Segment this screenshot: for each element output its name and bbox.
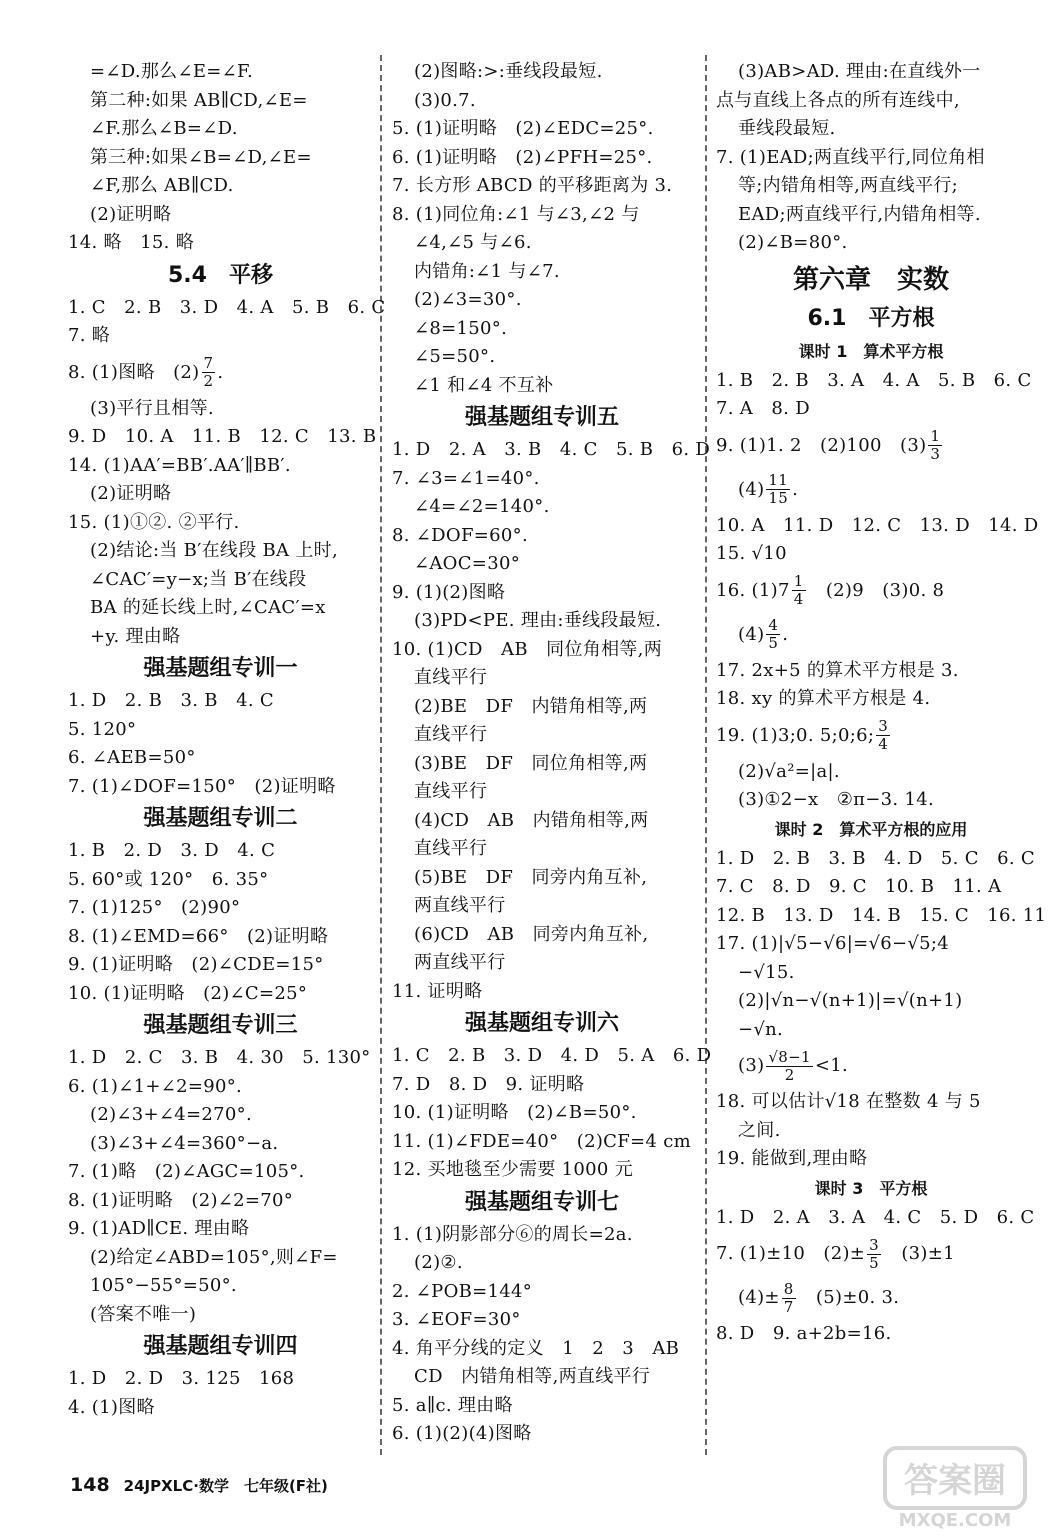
svg-text:MXQE.COM: MXQE.COM xyxy=(898,1510,1012,1530)
answer-line: (4) $\frac{4}{5}$ . xyxy=(738,616,789,652)
answer-line: 3. ∠EOF=30° xyxy=(392,1309,521,1330)
answer-line: ∠AOC=30° xyxy=(414,553,520,574)
answer-line: 9. (1)(2)图略 xyxy=(392,581,506,603)
section-heading: 强基题组专训六 xyxy=(464,1011,619,1036)
answer-line: 19. (1)3;0. 5;0;6; $\frac{3}{4}$ xyxy=(716,717,889,753)
answer-line: 直线平行 xyxy=(414,781,488,802)
answer-line: (3)0.7. xyxy=(414,89,476,111)
answer-line: 7. ∠3=∠1=40°. xyxy=(392,467,540,489)
answer-column-1 xyxy=(68,58,386,1422)
answer-line: 18. 可以估计√18 在整数 4 与 5 xyxy=(716,1091,981,1112)
answer-line: 11. (1)∠FDE=40° (2)CF=4 cm xyxy=(392,1130,691,1152)
answer-line: 直线平行 xyxy=(414,667,488,688)
answer-line: 9. (1)证明略 (2)∠CDE=15° xyxy=(68,954,324,975)
answer-line: 7. A 8. D xyxy=(716,398,810,419)
section-heading: 强基题组专训五 xyxy=(464,405,619,430)
answer-line: 第二种:如果 AB∥CD,∠E= xyxy=(90,89,308,111)
answer-line: 10. (1)CD AB 同位角相等,两 xyxy=(392,638,662,660)
answer-line: 9. (1)1. 2 (2)100 (3) $\frac{1}{3}$ xyxy=(716,427,941,463)
answer-line: 1. B 2. B 3. A 4. A 5. B 6. C xyxy=(716,369,1032,391)
answer-line: 6. (1)(2)(4)图略 xyxy=(392,1423,532,1444)
answer-line: 8. ∠DOF=60°. xyxy=(392,524,528,546)
fraction: $\frac{1}{3}$ xyxy=(930,427,941,463)
answer-line: 4. (1)图略 xyxy=(68,1396,155,1418)
answer-line: (2)证明略 xyxy=(90,483,172,504)
answer-line: 5. (1)证明略 (2)∠EDC=25°. xyxy=(392,118,654,139)
answer-line: ∠4,∠5 与∠6. xyxy=(414,232,532,253)
lesson-heading: 课时 1 算术平方根 xyxy=(798,341,944,361)
answer-line: (4)CD AB 内错角相等,两 xyxy=(414,809,649,831)
answer-line: 12. B 13. D 14. B 15. C 16. 11 xyxy=(716,904,1047,926)
answer-line: 5. 120° xyxy=(68,718,137,740)
answer-line: +y. 理由略 xyxy=(90,625,181,647)
answer-line: (4) $\frac{11}{15}$ . xyxy=(738,471,799,507)
answer-line: 1. D 2. A 3. B 4. C 5. B 6. D xyxy=(392,439,711,460)
answer-line: ∠F.那么∠B=∠D. xyxy=(90,118,238,139)
answer-line: 两直线平行 xyxy=(414,952,506,973)
answer-line: 8. (1)同位角:∠1 与∠3,∠2 与 xyxy=(392,203,640,225)
answer-line: ∠F,那么 AB∥CD. xyxy=(90,175,234,196)
answer-line: =∠D.那么∠E=∠F. xyxy=(90,61,254,82)
fraction: $\frac{4}{5}$ xyxy=(768,616,779,652)
answer-line: 10. (1)证明略 (2)∠B=50°. xyxy=(392,1102,637,1123)
answer-line: 点与直线上各点的所有连线中, xyxy=(716,89,960,111)
answer-line: (3)①2−x ②π−3. 14. xyxy=(738,789,934,810)
answer-line: 7. (1)EAD;两直线平行,同位角相 xyxy=(716,146,985,168)
answer-line: 8. (1)图略 (2) $\frac{7}{2}$ . xyxy=(68,354,224,390)
answer-line: −√15. xyxy=(738,961,795,983)
answer-line: 等;内错角相等,两直线平行; xyxy=(738,175,959,196)
answer-line: (3)∠3+∠4=360°−a. xyxy=(90,1132,279,1154)
answer-line: 15. √10 xyxy=(716,543,787,564)
answer-line: (2)BE DF 内错角相等,两 xyxy=(414,695,648,717)
answer-line: 7. C 8. D 9. C 10. B 11. A xyxy=(716,876,1002,897)
answer-line: 6. ∠AEB=50° xyxy=(68,747,196,768)
answer-line: 直线平行 xyxy=(414,724,488,745)
lesson-heading: 课时 2 算术平方根的应用 xyxy=(774,819,968,839)
answer-line: 11. 证明略 xyxy=(392,980,483,1002)
answer-line: (2)∠3=30°. xyxy=(414,289,522,310)
answer-line: ∠4=∠2=140°. xyxy=(414,496,550,517)
answer-line: 内错角:∠1 与∠7. xyxy=(414,260,560,282)
column-divider xyxy=(705,55,707,1455)
answer-line: 19. 能做到,理由略 xyxy=(716,1148,868,1169)
answer-line: 8. (1)∠EMD=66° (2)证明略 xyxy=(68,925,329,947)
fraction: $\frac{1}{4}$ xyxy=(793,572,804,608)
answer-line: 1. (1)阴影部分⑥的周长=2a. xyxy=(392,1223,633,1245)
answer-column-2 xyxy=(392,58,712,1449)
answer-line: ∠5=50°. xyxy=(414,346,496,367)
answer-line: 6. (1)证明略 (2)∠PFH=25°. xyxy=(392,146,653,168)
answer-line: (3) $\frac{√8-1}{2}$ <1. xyxy=(738,1047,848,1084)
section-heading: 5.4 平移 xyxy=(168,262,273,288)
section-heading: 强基题组专训七 xyxy=(464,1189,619,1215)
fraction: $\frac{3}{5}$ xyxy=(869,1235,880,1272)
answer-line: (2)结论:当 B′在线段 BA 上时, xyxy=(90,540,338,561)
answer-line: 18. xy 的算术平方根是 4. xyxy=(716,688,931,709)
answer-line: 7. (1)略 (2)∠AGC=105°. xyxy=(68,1161,305,1182)
fraction: $\frac{8}{7}$ xyxy=(783,1279,794,1316)
answer-line: 1. C 2. B 3. D 4. A 5. B 6. C xyxy=(68,296,386,318)
answer-line: (2)√a²=|a|. xyxy=(738,760,840,782)
answer-line: (2)图略:>:垂线段最短. xyxy=(414,61,603,82)
answer-line: 8. D 9. a+2b=16. xyxy=(716,1323,892,1344)
answer-line: (答案不唯一) xyxy=(90,1303,197,1325)
answer-line: 2. ∠POB=144° xyxy=(392,1280,533,1302)
answer-line: 105°−55°=50°. xyxy=(90,1275,237,1296)
answer-line: 1. D 2. B 3. B 4. D 5. C 6. C xyxy=(716,847,1035,869)
svg-text:答案圈: 答案圈 xyxy=(904,1461,1006,1501)
answer-line: 17. (1)|√5−√6|=√6−√5;4 xyxy=(716,933,950,954)
answer-line: 6. (1)∠1+∠2=90°. xyxy=(68,1075,243,1097)
answer-line: BA 的延长线上时,∠CAC′=x xyxy=(90,597,326,618)
answer-line: 5. a∥c. 理由略 xyxy=(392,1394,513,1416)
answer-line: 7. (1)125° (2)90° xyxy=(68,897,241,918)
fraction: $\frac{7}{2}$ xyxy=(203,354,214,390)
answer-line: (2)|√n−√(n+1)|=√(n+1) xyxy=(738,990,963,1011)
answer-line: 垂线段最短. xyxy=(738,118,836,139)
section-heading: 6.1 平方根 xyxy=(807,305,935,331)
answer-line: (2)∠B=80°. xyxy=(738,232,848,253)
answer-line: 7. D 8. D 9. 证明略 xyxy=(392,1073,585,1095)
answer-line: 1. D 2. B 3. B 4. C xyxy=(68,690,274,711)
answer-line: ∠1 和∠4 不互补 xyxy=(414,374,554,396)
answer-line: 之间. xyxy=(738,1119,781,1141)
answer-line: (6)CD AB 同旁内角互补, xyxy=(414,923,649,945)
answer-line: EAD;两直线平行,内错角相等. xyxy=(738,203,981,225)
answer-line: 16. (1)7 $\frac{1}{4}$ (2)9 (3)0. 8 xyxy=(716,572,945,608)
answer-line: 12. 买地毯至少需要 1000 元 xyxy=(392,1159,633,1180)
answer-line: 1. B 2. D 3. D 4. C xyxy=(68,840,276,861)
answer-line: 7. 略 xyxy=(68,325,111,346)
answer-line: 15. (1)①②. ②平行. xyxy=(68,511,240,533)
fraction: $\frac{11}{15}$ xyxy=(768,471,789,507)
answer-line: (4)± $\frac{8}{7}$ (5)±0. 3. xyxy=(738,1279,900,1316)
column-divider xyxy=(380,55,382,1455)
section-heading: 强基题组专训一 xyxy=(143,656,298,681)
answer-line: (2)给定∠ABD=105°,则∠F= xyxy=(90,1246,338,1268)
answer-line: (3)PD<PE. 理由:垂线段最短. xyxy=(414,610,662,631)
watermark-logo-icon xyxy=(880,1440,1030,1530)
answer-line: 1. D 2. D 3. 125 168 xyxy=(68,1368,295,1389)
answer-line: −√n. xyxy=(738,1018,784,1040)
section-heading: 强基题组专训三 xyxy=(143,1013,298,1038)
answer-line: 第三种:如果∠B=∠D,∠E= xyxy=(90,146,312,168)
answer-line: (3)AB>AD. 理由:在直线外一 xyxy=(738,61,981,82)
answer-line: ∠8=150°. xyxy=(414,317,508,339)
chapter-heading: 第六章 实数 xyxy=(792,264,949,295)
answer-line: (2)②. xyxy=(414,1252,463,1273)
answer-line: (3)平行且相等. xyxy=(90,397,214,419)
answer-line: (2)证明略 xyxy=(90,203,172,225)
book-code: 24JPXLC·数学 七年级(F社) xyxy=(123,1477,328,1495)
answer-line: 14. 略 15. 略 xyxy=(68,232,194,253)
answer-line: 17. 2x+5 的算术平方根是 3. xyxy=(716,659,959,681)
answer-line: (3)BE DF 同位角相等,两 xyxy=(414,752,648,774)
answer-line: (2)∠3+∠4=270°. xyxy=(90,1104,253,1125)
answer-line: 5. 60°或 120° 6. 35° xyxy=(68,868,269,890)
answer-line: 7. 长方形 ABCD 的平移距离为 3. xyxy=(392,175,673,196)
page-footer xyxy=(70,1474,328,1496)
answer-line: 1. D 2. A 3. A 4. C 5. D 6. C xyxy=(716,1206,1035,1228)
page-number: 148 xyxy=(70,1474,110,1496)
answer-line: 1. D 2. C 3. B 4. 30 5. 130° xyxy=(68,1047,371,1068)
answer-line: 4. 角平分线的定义 1 2 3 AB xyxy=(392,1337,680,1359)
fraction: $\frac{3}{4}$ xyxy=(878,717,889,753)
answer-line: 10. A 11. D 12. C 13. D 14. D xyxy=(716,514,1039,536)
section-heading: 强基题组专训二 xyxy=(143,806,298,831)
lesson-heading: 课时 3 平方根 xyxy=(814,1178,928,1198)
answer-line: 8. (1)证明略 (2)∠2=70° xyxy=(68,1189,294,1211)
answer-line: 7. (1)∠DOF=150° (2)证明略 xyxy=(68,775,336,797)
answer-line: ∠CAC′=y−x;当 B′在线段 xyxy=(90,568,307,590)
answer-line: 直线平行 xyxy=(414,838,488,859)
answer-line: 10. (1)证明略 (2)∠C=25° xyxy=(68,982,308,1004)
answer-line: 1. C 2. B 3. D 4. D 5. A 6. D xyxy=(392,1045,712,1066)
section-heading: 强基题组专训四 xyxy=(143,1334,298,1359)
answer-line: 两直线平行 xyxy=(414,895,506,916)
answer-line: (5)BE DF 同旁内角互补, xyxy=(414,866,648,888)
answer-column-3 xyxy=(716,58,1047,1349)
answer-line: 9. D 10. A 11. B 12. C 13. B xyxy=(68,426,377,447)
answer-line: 9. (1)AD∥CE. 理由略 xyxy=(68,1218,250,1239)
answer-line: 7. (1)±10 (2)± $\frac{3}{5}$ (3)±1 xyxy=(716,1235,955,1272)
answer-line: CD 内错角相等,两直线平行 xyxy=(414,1366,651,1387)
answer-line: 14. (1)AA′=BB′.AA′∥BB′. xyxy=(68,454,291,476)
fraction: $\frac{√8-1}{2}$ xyxy=(768,1047,811,1084)
